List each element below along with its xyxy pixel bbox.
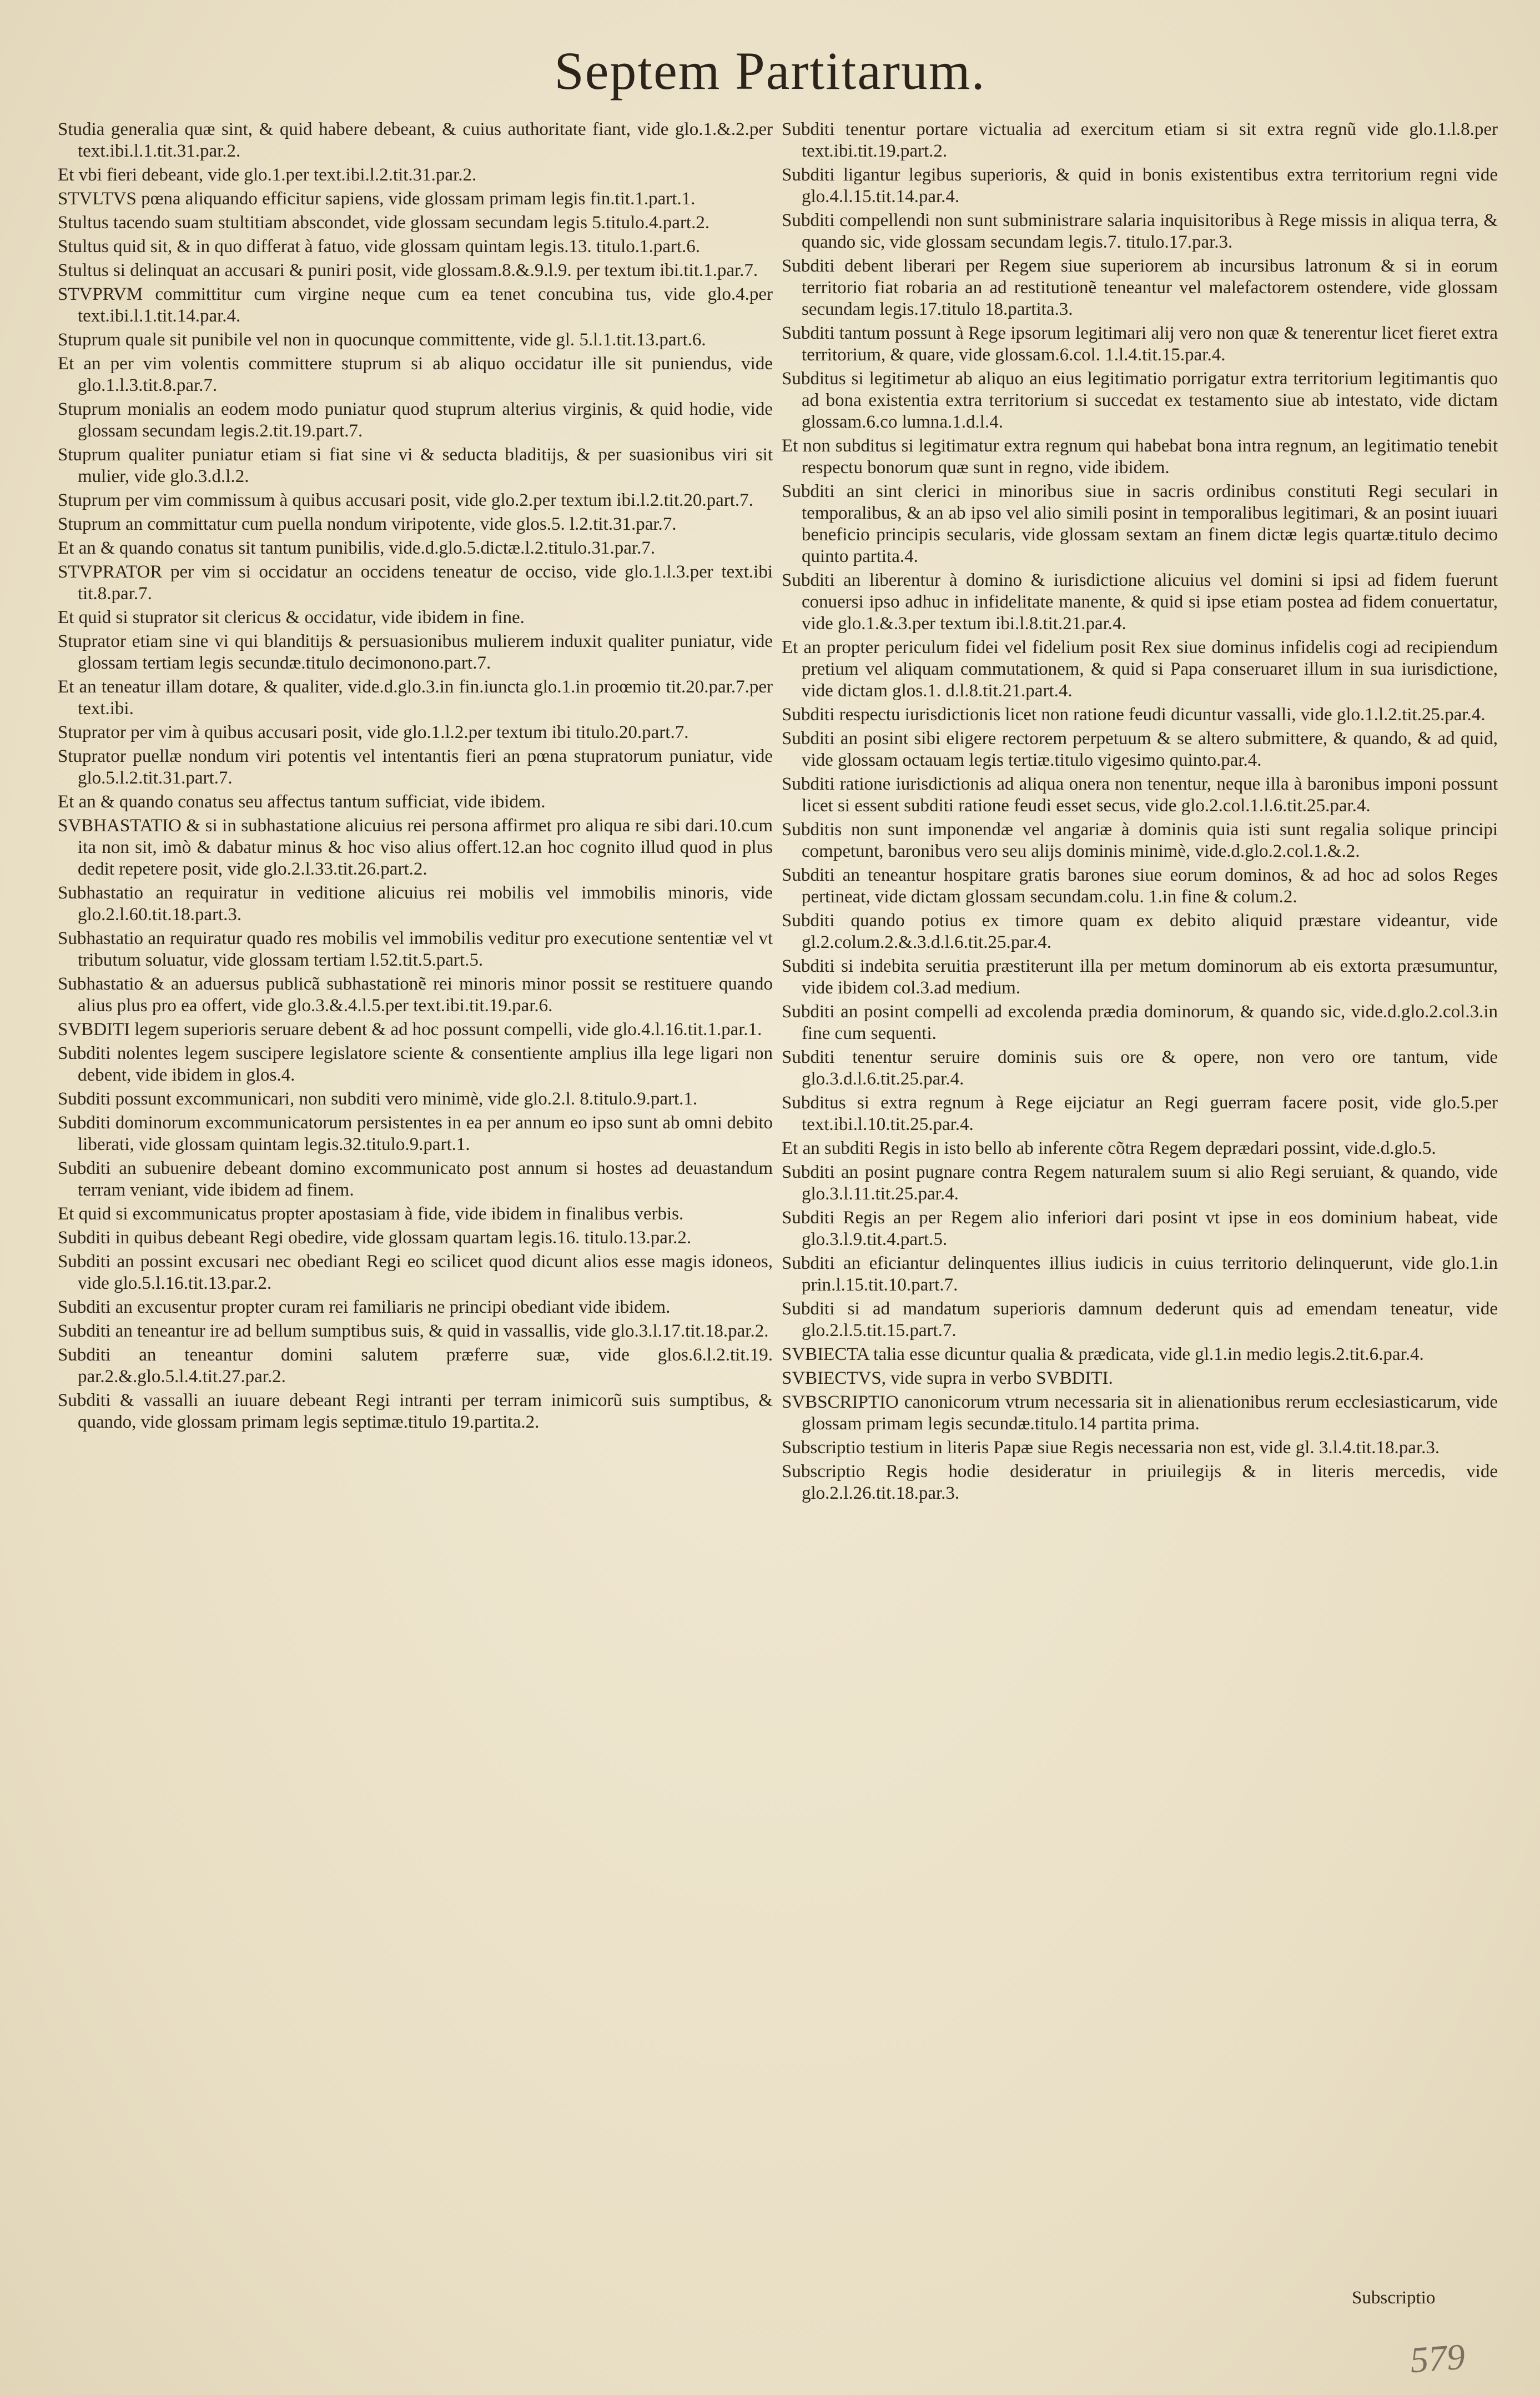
index-entry: Et an & quando conatus sit tantum punibilis, vide.d.glo.5.dictæ.l.2.titulo.31.par.7.	[58, 538, 656, 558]
index-entry: Subditi an teneantur hospitare gratis barones siue eorum dominos, & ad hoc ad solos Reges pertineat, vide dictam glossam secundam.colu. 1.in fine & colum.2.	[782, 865, 1498, 907]
index-entry: Subditi tenentur portare victualia ad exercitum etiam si sit extra regnũ vide glo.1.l.8.per text.ibi.tit.19.part.2.	[782, 119, 1498, 161]
index-entry: Et an & quando conatus seu affectus tantum sufficiat, vide ibidem.	[58, 792, 546, 812]
index-entry: Et quid si excommunicatus propter apostasiam à fide, vide ibidem in finalibus verbis.	[58, 1204, 684, 1224]
index-entry: Subhastatio & an aduersus publicã subhastationẽ rei minoris minor possit se restituere quando alius plus pro ea offert, vide glo.3.&.4.l.5.per text.ibi.tit.19.par.6.	[58, 974, 773, 1016]
index-entry: SVBHASTATIO & si in subhastatione alicuius rei persona affirmet pro aliqua re sibi dari.10.cum ita non sit, imò & dabatur minus & hoc viso alius offert.12.an hoc cognito illud quod in plus dedit repetere posit, vide glo.2.l.33.tit.26.part.2.	[58, 816, 773, 879]
index-entry: STVLTVS pœna aliquando efficitur sapiens, vide glossam primam legis fin.tit.1.part.1.	[58, 189, 696, 209]
index-entry: Subditi an posint sibi eligere rectorem perpetuum & se altero submittere, & quando, & ad quid, vide glossam octauam legis tertiæ.titulo vigesimo quinto.par.4.	[782, 729, 1498, 770]
index-entry: Et non subditus si legitimatur extra regnum qui habebat bona intra regnum, an legitimatio tenebit respectu bonorum quæ sunt in regno, vide ibidem.	[782, 436, 1498, 478]
index-entry: Subditi nolentes legem suscipere legislatore sciente & consentiente amplius illa lege ligari non debent, vide ibidem in glos.4.	[58, 1043, 773, 1085]
index-entry: SVBSCRIPTIO canonicorum vtrum necessaria sit in alienationibus rerum ecclesiasticarum, vide glossam primam legis secundæ.titulo.14 partita prima.	[782, 1392, 1498, 1434]
index-entry: Subditi si indebita seruitia præstiterunt illa per metum dominorum ab eis extorta præsumuntur, vide ibidem col.3.ad medium.	[782, 956, 1498, 998]
index-entry: Subditis non sunt imponendæ vel angariæ à dominis quia isti sunt regalia solique principi competunt, baronibus vero seu alijs dominis minimè, vide.d.glo.2.col.1.&.2.	[782, 820, 1498, 861]
index-entry: Subditi debent liberari per Regem siue superiorem ab incursibus latronum & si in eorum territorio fiat robaria an ad restitutionẽ teneantur vel malefactorem ostendere, vide glossam secundam legis.17.titulo 18.partita.3.	[782, 256, 1498, 319]
index-entry: Subditi quando potius ex timore quam ex debito aliquid præstare videantur, vide gl.2.colum.2.&.3.d.l.6.tit.25.par.4.	[782, 911, 1498, 952]
index-entry: Stuprum qualiter puniatur etiam si fiat sine vi & seducta bladitijs, & per suasionibus viri sit mulier, vide glo.3.d.l.2.	[58, 445, 773, 486]
index-entry: Subditi an excusentur propter curam rei familiaris ne principi obediant vide ibidem.	[58, 1297, 671, 1317]
index-entry: Subditi dominorum excommunicatorum persistentes in ea per annum eo ipso sunt ab omni debito liberati, vide glossam quintam legis.32.titulo.9.part.1.	[58, 1113, 773, 1154]
index-entry: Subditi tenentur seruire dominis suis ore & opere, non vero ore tantum, vide glo.3.d.l.6.tit.25.par.4.	[782, 1047, 1498, 1089]
index-entry: Subscriptio Regis hodie desideratur in priuilegijs & in literis mercedis, vide glo.2.l.26.tit.18.par.3.	[782, 1462, 1498, 1503]
index-entry: Stuprator puellæ nondum viri potentis vel intentantis fieri an pœna stupratorum puniatur, vide glo.5.l.2.tit.31.part.7.	[58, 746, 773, 788]
index-entry: Subditi possunt excommunicari, non subditi vero minimè, vide glo.2.l. 8.titulo.9.part.1.	[58, 1089, 698, 1109]
index-entry: Stultus tacendo suam stultitiam abscondet, vide glossam secundam legis 5.titulo.4.part.2.	[58, 213, 710, 233]
index-entry: Subditi in quibus debeant Regi obedire, vide glossam quartam legis.16. titulo.13.par.2.	[58, 1228, 692, 1248]
index-entry: Subditi ratione iurisdictionis ad aliqua onera non tenentur, neque illa à baronibus imponi possunt licet si essent subditi ratione feudi esset secus, vide glo.2.col.1.l.6.tit.25.par.4.	[782, 774, 1498, 816]
index-entry: Subditi respectu iurisdictionis licet non ratione feudi dicuntur vassalli, vide glo.1.l.2.tit.25.par.4.	[782, 705, 1486, 725]
index-entry: Subditi Regis an per Regem alio inferiori dari posint vt ipse in eos dominium habeat, vide glo.3.l.9.tit.4.part.5.	[782, 1208, 1498, 1249]
index-entry: Stuprator etiam sine vi qui blanditijs & persuasionibus mulierem induxit qualiter puniatur, vide glossam tertiam legis secundæ.titulo decimonono.part.7.	[58, 631, 773, 673]
index-entry: Subditi an liberentur à domino & iurisdictione alicuius vel domini si ipsi ad fidem fuerunt conuersi ipso adhuc in infidelitate manente, & quid si ipse etiam postea ad fidem conuertatur, vide glo.1.&.3.per textum ibi.l.8.tit.21.par.4.	[782, 570, 1498, 634]
left-column	[58, 119, 773, 1435]
index-entry: Et an per vim volentis committere stuprum si ab aliquo occidatur ille sit puniendus, vide glo.1.l.3.tit.8.par.7.	[58, 354, 773, 395]
index-entry: Subhastatio an requiratur quado res mobilis vel immobilis veditur pro executione sententiæ vel vt tributum soluatur, vide glossam tertiam l.52.tit.5.part.5.	[58, 928, 773, 970]
index-entry: Subditi an possint excusari nec obediant Regi eo scilicet quod dicunt alios esse magis idoneos, vide glo.5.l.16.tit.13.par.2.	[58, 1252, 773, 1293]
index-entry: Subditus si legitimetur ab aliquo an eius legitimatio porrigatur extra territorium legitimantis quo ad bona existentia extra territorium si succedat ex testamento siue ab intestato, vide dictam glossam.6.co lumna.1.d.l.4.	[782, 369, 1498, 432]
index-entry: Subditi an subuenire debeant domino excommunicato post annum si hostes ad deuastandum terram veniant, vide ibidem ad finem.	[58, 1158, 773, 1200]
index-entry: Et vbi fieri debeant, vide glo.1.per text.ibi.l.2.tit.31.par.2.	[58, 165, 477, 185]
index-entry: Subditi an teneantur ire ad bellum sumptibus suis, & quid in vassallis, vide glo.3.l.17.tit.18.par.2.	[58, 1321, 769, 1341]
index-entry: SVBIECTVS, vide supra in verbo SVBDITI.	[782, 1368, 1113, 1388]
index-entry: Stuprum monialis an eodem modo puniatur quod stuprum alterius virginis, & quid hodie, vide glossam secundam legis.2.tit.19.part.7.	[58, 399, 773, 441]
folio-number: 579	[1408, 2336, 1467, 2381]
index-entry: SVBDITI legem superioris seruare debent & ad hoc possunt compelli, vide glo.4.l.16.tit.1.par.1.	[58, 1020, 762, 1040]
index-entry: Subditi an posint compelli ad excolenda prædia dominorum, & quando sic, vide.d.glo.2.col.3.in fine cum sequenti.	[782, 1002, 1498, 1043]
index-entry: Subscriptio testium in literis Papæ siue Regis necessaria non est, vide gl. 3.l.4.tit.18.par.3.	[782, 1438, 1440, 1458]
index-entry: Stuprator per vim à quibus accusari posit, vide glo.1.l.2.per textum ibi titulo.20.part.7.	[58, 722, 689, 742]
page-title: Septem Partitarum.	[554, 41, 986, 101]
index-entry: Stuprum an committatur cum puella nondum viripotente, vide glos.5. l.2.tit.31.par.7.	[58, 514, 677, 534]
index-entry: Subditi si ad mandatum superioris damnum dederunt quis ad emendam teneatur, vide glo.2.l.5.tit.15.part.7.	[782, 1299, 1498, 1340]
index-entry: Et quid si stuprator sit clericus & occidatur, vide ibidem in fine.	[58, 607, 525, 627]
index-entry: Subditi an sint clerici in minoribus siue in sacris ordinibus constituti Regi seculari in temporalibus, & an ab ipso vel alio simili posint in temporalibus legitimari, & an posint iuuari beneficio principis secularis, vide glossam sextam an finem dictæ legis quartæ.titulo decimo quinto partita.4.	[782, 481, 1498, 566]
index-entry: Stultus si delinquat an accusari & puniri posit, vide glossam.8.&.9.l.9. per textum ibi.tit.1.par.7.	[58, 260, 758, 280]
index-entry: STVPRVM committitur cum virgine neque cum ea tenet concubina tus, vide glo.4.per text.ibi.l.1.tit.14.par.4.	[58, 284, 773, 326]
index-entry: Subditi tantum possunt à Rege ipsorum legitimari alij vero non quæ & tenerentur licet fieret extra territorium, & quare, vide glossam.6.col. 1.l.4.tit.15.par.4.	[782, 323, 1498, 365]
index-entry: Et an subditi Regis in isto bello ab inferente cõtra Regem deprædari possint, vide.d.glo.5.	[782, 1138, 1436, 1158]
index-entry: Stuprum per vim commissum à quibus accusari posit, vide glo.2.per textum ibi.l.2.tit.20.part.7.	[58, 490, 753, 510]
catchword: Subscriptio	[1352, 2288, 1436, 2308]
index-entry: Subditi an teneantur domini salutem præferre suæ, vide glos.6.l.2.tit.19. par.2.&.glo.5.l.4.tit.27.par.2.	[58, 1345, 773, 1387]
right-column	[782, 119, 1498, 1507]
index-entry: Subditi & vassalli an iuuare debeant Regi intranti per terram inimicorũ suis sumptibus, & quando, vide glossam primam legis septimæ.titulo 19.partita.2.	[58, 1390, 773, 1432]
index-entry: Stultus quid sit, & in quo differat à fatuo, vide glossam quintam legis.13. titulo.1.part.6.	[58, 237, 701, 257]
index-entry: Subditi ligantur legibus superioris, & quid in bonis existentibus extra territorium regni vide glo.4.l.15.tit.14.par.4.	[782, 165, 1498, 207]
index-entry: Subditi an posint pugnare contra Regem naturalem suum si alio Regi seruiant, & quando, vide glo.3.l.11.tit.25.par.4.	[782, 1162, 1498, 1204]
index-entry: Subhastatio an requiratur in veditione alicuius rei mobilis vel immobilis minoris, vide glo.2.l.60.tit.18.part.3.	[58, 883, 773, 925]
index-entry: SVBIECTA talia esse dicuntur qualia & prædicata, vide gl.1.in medio legis.2.tit.6.par.4.	[782, 1344, 1424, 1364]
index-entry: Et an propter periculum fidei vel fidelium posit Rex siue dominus infidelis cogi ad recipiendum pretium vel aliquam commutationem, & quid si Papa conseruaret illum in sua iurisdictione, vide dictam glos.1. d.l.8.tit.21.part.4.	[782, 637, 1498, 701]
index-entry: Studia generalia quæ sint, & quid habere debeant, & cuius authoritate fiant, vide glo.1.&.2.per text.ibi.l.1.tit.31.par.2.	[58, 119, 773, 161]
index-entry: Subditi compellendi non sunt subministrare salaria inquisitoribus à Rege missis in aliqua terra, & quando sic, vide glossam secundam legis.7. titulo.17.par.3.	[782, 210, 1498, 252]
index-entry: Stuprum quale sit punibile vel non in quocunque committente, vide gl. 5.l.1.tit.13.part.6.	[58, 330, 706, 350]
index-entry: Subditus si extra regnum à Rege eijciatur an Regi guerram facere posit, vide glo.5.per text.ibi.l.10.tit.25.par.4.	[782, 1093, 1498, 1134]
index-entry: Subditi an eficiantur delinquentes illius iudicis in cuius territorio delinquerunt, vide glo.1.in prin.l.15.tit.10.part.7.	[782, 1253, 1498, 1295]
index-entry: Et an teneatur illam dotare, & qualiter, vide.d.glo.3.in fin.iuncta glo.1.in proœmio tit.20.par.7.per text.ibi.	[58, 677, 773, 719]
index-entry: STVPRATOR per vim si occidatur an occidens teneatur de occiso, vide glo.1.l.3.per text.ibi tit.8.par.7.	[58, 562, 773, 604]
